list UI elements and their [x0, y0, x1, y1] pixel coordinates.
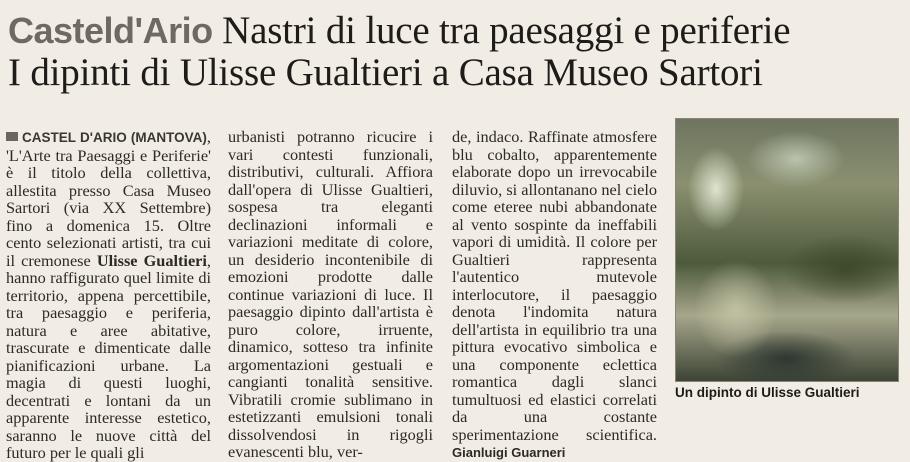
dateline-marker: [6, 132, 18, 141]
article-column-3: [452, 128, 657, 462]
kicker: Casteld'Ario: [8, 10, 213, 51]
headline-line-1: [8, 10, 903, 52]
article-column-2: urbanisti potranno ricucire i vari contesti funzionali, distributivi, culturali. Affiora dall'opera di Ulisse Gualtieri, sospesa tra eleganti declinazioni informali e variazioni meditate di colore, un desiderio incontenibile di emozioni prodotte dalle continue variazioni di luce. Il paesaggio dipinto dall'artista è puro colore, irruente, dinamico, sotteso tra infinite argomentazioni gestuali e cangianti tonalità sensitive. Vibratili cromie sublimano in estetizzanti emulsioni tonali dissolvendosi in rigogli evanescenti blu, ver-: [228, 128, 433, 461]
column-1-text-a: , 'L'Arte tra Paesaggi e Periferie' è il titolo della collettiva, allestita presso Casa Museo Sartori (via XX Settembre) fino a domenica 15. Oltre cento selezionati artisti, tra cui il cremonese: [6, 127, 211, 270]
headline: [8, 10, 903, 94]
image-caption: Un dipinto di Ulisse Gualtieri: [675, 385, 900, 400]
title-line-2: I dipinti di Ulisse Gualtieri a Casa Museo Sartori: [8, 52, 903, 94]
article-column-1: [6, 128, 211, 462]
painting-image: [675, 118, 899, 382]
byline: Gianluigi Guarneri: [452, 445, 565, 460]
column-1-text-b: , hanno raffigurato quel limite di territorio, appena percettibile, tra paesaggio e periferia, natura e aree abitative, trascurate e dimenticate dalle pianificazioni urbane. La magia di questi luoghi, decentrati e lontani da un apparente interesse estetico, saranno le nuove città del futuro per le quali gli: [6, 251, 211, 462]
title-line-1: Nastri di luce tra paesaggi e periferie: [222, 9, 790, 52]
dateline: CASTEL D'ARIO (MANTOVA): [22, 130, 207, 145]
artist-name: Ulisse Gualtieri: [97, 251, 207, 270]
column-3-text: de, indaco. Raffinate atmosfere blu cobalto, apparentemente elaborate dopo un irrevocabile diluvio, si allontanano nel cielo come eteree nubi abbandonate al vento sospinte da ineffabili vapori di umidità. Il colore per Gualtieri rappresenta l'autentico mutevole interlocutore, il paesaggio denota l'indomita natura dell'artista in equilibrio tra una pittura evocativo simbolica e una componente eclettica romantica dagli slanci tumultuosi ed elastici correlati da una costante sperimentazione scientifica.: [452, 127, 657, 444]
